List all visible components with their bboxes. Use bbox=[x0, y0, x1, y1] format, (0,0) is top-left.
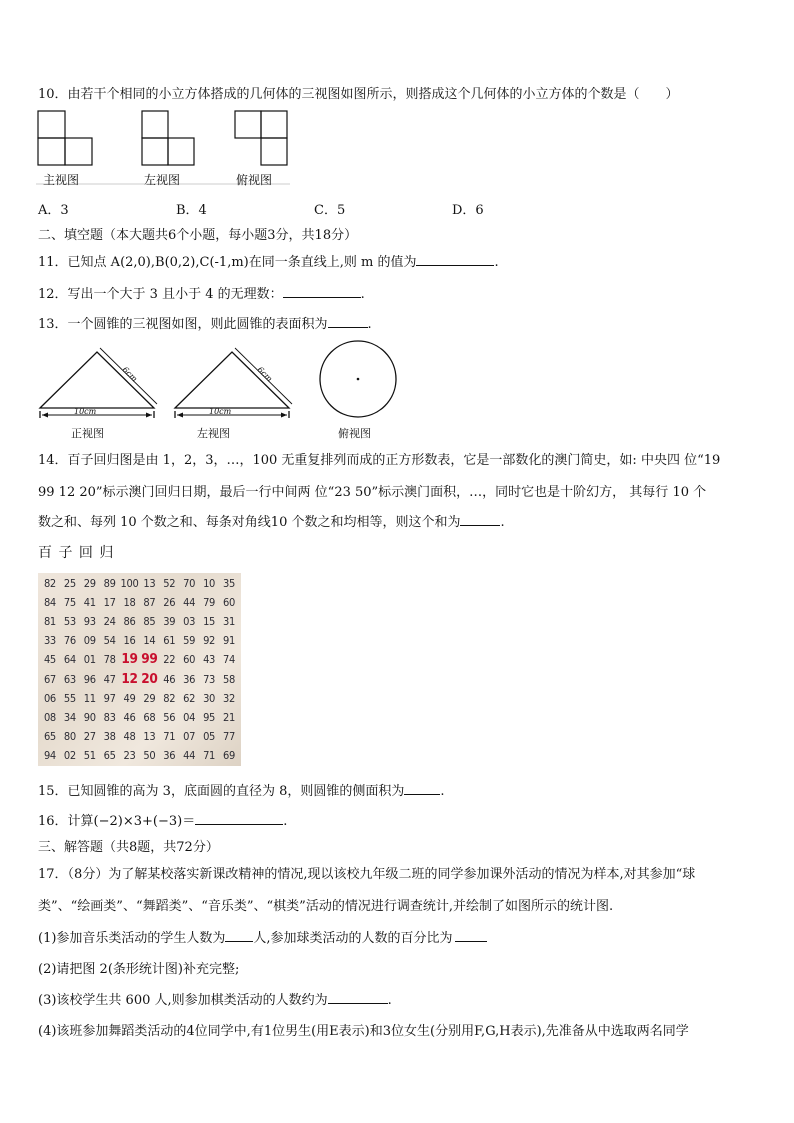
left-base-label: 10cm bbox=[209, 407, 232, 416]
magic-square-cell: 84 bbox=[43, 596, 56, 610]
q13-cone-views bbox=[36, 340, 416, 422]
q11-period: . bbox=[494, 255, 499, 270]
magic-square-cell: 64 bbox=[63, 653, 76, 667]
magic-square-cell: 07 bbox=[183, 729, 196, 743]
magic-square-cell: 13 bbox=[143, 577, 156, 591]
magic-square-cell: 13 bbox=[143, 729, 156, 743]
magic-square-cell: 25 bbox=[63, 577, 76, 591]
magic-square-cell: 79 bbox=[203, 596, 216, 610]
top-view-caption: 俯视图 bbox=[236, 173, 273, 187]
magic-square-cell: 03 bbox=[183, 615, 196, 629]
q12-period: . bbox=[360, 287, 365, 302]
q10-text: 10．由若干个相同的小立方体搭成的几何体的三视图如图所示，则搭成这个几何体的小立方体的个数是（ ） bbox=[38, 87, 679, 102]
magic-square-cell: 48 bbox=[123, 729, 136, 743]
magic-square-cell: 87 bbox=[143, 596, 156, 610]
front-base-label: 10cm bbox=[74, 407, 97, 416]
magic-square-cell: 14 bbox=[143, 634, 156, 648]
magic-square-cell: 58 bbox=[222, 672, 235, 686]
magic-square-cell: 61 bbox=[163, 634, 176, 648]
section-2-heading: 二、填空题（本大题共6个小题，每小题3分，共18分） bbox=[38, 228, 358, 243]
magic-square-cell: 53 bbox=[63, 615, 76, 629]
magic-square-cell: 15 bbox=[203, 615, 216, 629]
magic-square-cell: 20 bbox=[141, 670, 158, 687]
magic-square-cell: 56 bbox=[163, 710, 176, 724]
magic-square-cell: 43 bbox=[203, 653, 216, 667]
magic-square-cell: 47 bbox=[103, 672, 116, 686]
q14-period: . bbox=[500, 515, 505, 530]
top-view-figure bbox=[235, 111, 287, 165]
magic-square-row bbox=[40, 612, 239, 631]
section-3-heading: 三、解答题（共8题，共72分） bbox=[38, 840, 219, 855]
magic-square-cell: 75 bbox=[63, 596, 76, 610]
magic-square-cell: 51 bbox=[83, 748, 96, 762]
magic-square-row bbox=[40, 593, 239, 612]
magic-square-cell: 38 bbox=[103, 729, 116, 743]
q15-answer-blank bbox=[404, 782, 440, 795]
magic-square-cell: 65 bbox=[103, 748, 116, 762]
magic-square-cell: 71 bbox=[203, 748, 216, 762]
magic-square-cell: 30 bbox=[203, 691, 216, 705]
magic-square-cell: 69 bbox=[222, 748, 235, 762]
q13-text: 13．一个圆锥的三视图如图，则此圆锥的表面积为 bbox=[38, 317, 328, 332]
magic-square-row bbox=[40, 727, 239, 746]
magic-square-cell: 100 bbox=[120, 577, 139, 591]
magic-square-cell: 50 bbox=[143, 748, 156, 762]
magic-square-cell: 09 bbox=[83, 634, 96, 648]
magic-square-cell: 95 bbox=[203, 710, 216, 724]
magic-square-cell: 62 bbox=[183, 691, 196, 705]
q14-line-2: 99 12 20”标示澳门回归日期，最后一行中间两 位“23 50”标示澳门面积，…，同时它也是十阶幻方， 其每行 10 个 bbox=[38, 485, 707, 500]
q17-line-1: 17．（8分）为了解某校落实新课改精神的情况,现以该校九年级二班的同学参加课外活动的情况为样本,对其参加“球 bbox=[38, 867, 696, 882]
magic-square-cell: 23 bbox=[123, 748, 136, 762]
magic-square-cell: 01 bbox=[83, 653, 96, 667]
magic-square-cell: 31 bbox=[222, 615, 235, 629]
magic-square-cell: 74 bbox=[222, 653, 235, 667]
q12-answer-blank bbox=[283, 285, 361, 298]
magic-square-row bbox=[40, 631, 239, 650]
magic-square-cell: 29 bbox=[143, 691, 156, 705]
q12-text: 12．写出一个大于 3 且小于 4 的无理数： bbox=[38, 287, 283, 302]
magic-square-row bbox=[40, 746, 239, 765]
magic-square-cell: 92 bbox=[203, 634, 216, 648]
magic-square-cell: 91 bbox=[222, 634, 235, 648]
magic-square-cell: 76 bbox=[63, 634, 76, 648]
magic-square-photo bbox=[38, 573, 241, 766]
q16 bbox=[38, 810, 287, 829]
magic-square-cell: 97 bbox=[103, 691, 116, 705]
magic-square-cell: 99 bbox=[141, 651, 158, 668]
magic-square-cell: 35 bbox=[222, 577, 235, 591]
q13-period: . bbox=[367, 317, 372, 332]
q15-period: . bbox=[440, 784, 445, 799]
magic-square-cell: 18 bbox=[123, 596, 136, 610]
q13-answer-blank bbox=[328, 315, 368, 328]
q17-part-4: (4)该班参加舞蹈类活动的4位同学中,有1位男生(用E表示)和3位女生(分别用F,G,H表示),先准备从中选取两名同学 bbox=[38, 1024, 689, 1039]
magic-square-cell: 60 bbox=[222, 596, 235, 610]
magic-square-cell: 73 bbox=[203, 672, 216, 686]
magic-square-cell: 52 bbox=[163, 577, 176, 591]
magic-square-cell: 67 bbox=[43, 672, 56, 686]
magic-square-cell: 21 bbox=[222, 710, 235, 724]
magic-square-cell: 44 bbox=[183, 596, 196, 610]
cone-front-view bbox=[40, 348, 157, 418]
q17-part-2: (2)请把图 2(条形统计图)补充完整; bbox=[38, 962, 240, 977]
magic-square-cell: 41 bbox=[83, 596, 96, 610]
q13 bbox=[38, 313, 372, 332]
cone-front-caption: 正视图 bbox=[71, 427, 104, 440]
magic-square-cell: 85 bbox=[143, 615, 156, 629]
magic-square-cell: 86 bbox=[123, 615, 136, 629]
front-view-figure bbox=[38, 111, 92, 165]
magic-square-cell: 63 bbox=[63, 672, 76, 686]
magic-square-cell: 02 bbox=[63, 748, 76, 762]
magic-square-cell: 11 bbox=[83, 691, 96, 705]
magic-square-cell: 29 bbox=[83, 577, 96, 591]
magic-square-heading: 百 子 回 归 bbox=[38, 545, 115, 561]
magic-square-cell: 34 bbox=[63, 710, 76, 724]
magic-square-cell: 22 bbox=[163, 653, 176, 667]
magic-square-cell: 59 bbox=[183, 634, 196, 648]
option-c: C．5 bbox=[314, 203, 346, 218]
magic-square-cell: 36 bbox=[183, 672, 196, 686]
magic-square-cell: 16 bbox=[123, 634, 136, 648]
magic-square-row bbox=[40, 708, 239, 727]
q17-part-1-text-a: (1)参加音乐类活动的学生人数为 bbox=[38, 931, 226, 946]
magic-square-cell: 12 bbox=[121, 670, 138, 687]
q17-part-3-text: (3)该校学生共 600 人,则参加棋类活动的人数约为 bbox=[38, 993, 328, 1008]
q11-text: 11．已知点 A(2,0),B(0,2),C(-1,m)在同一条直线上,则 m 的值为 bbox=[38, 255, 417, 270]
cone-left-view bbox=[175, 348, 292, 418]
magic-square-cell: 78 bbox=[103, 653, 116, 667]
magic-square-cell: 96 bbox=[83, 672, 96, 686]
magic-square-cell: 45 bbox=[43, 653, 56, 667]
magic-square-cell: 17 bbox=[103, 596, 116, 610]
q17-part-1-blank-1 bbox=[225, 929, 253, 942]
cone-top-view-center bbox=[357, 378, 360, 381]
option-b: B．4 bbox=[176, 203, 207, 218]
magic-square-cell: 90 bbox=[83, 710, 96, 724]
magic-square-cell: 60 bbox=[183, 653, 196, 667]
magic-square-cell: 06 bbox=[43, 691, 56, 705]
q14-line-3 bbox=[38, 511, 505, 530]
q14-line-3-text: 数之和、每列 10 个数之和、每条对角线10 个数之和均相等，则这个和为 bbox=[38, 515, 461, 530]
magic-square-cell: 46 bbox=[123, 710, 136, 724]
q15-text: 15．已知圆锥的高为 3，底面圆的直径为 8，则圆锥的侧面积为 bbox=[38, 784, 405, 799]
magic-square-cell: 70 bbox=[183, 577, 196, 591]
magic-square-row bbox=[40, 650, 239, 669]
magic-square-cell: 68 bbox=[143, 710, 156, 724]
q14-line-1: 14．百子回归图是由 1，2，3，…，100 无重复排列而成的正方形数表，它是一部数化的澳门简史，如: 中央四 位“19 bbox=[38, 453, 721, 468]
cone-top-caption: 俯视图 bbox=[338, 427, 371, 440]
magic-square-cell: 04 bbox=[183, 710, 196, 724]
magic-square-cell: 19 bbox=[121, 651, 138, 668]
q11-answer-blank bbox=[416, 253, 494, 266]
magic-square-cell: 27 bbox=[83, 729, 96, 743]
left-slant-label: 6cm bbox=[255, 365, 275, 384]
q11 bbox=[38, 251, 499, 270]
magic-square-cell: 54 bbox=[103, 634, 116, 648]
magic-square-cell: 83 bbox=[103, 710, 116, 724]
q12 bbox=[38, 283, 365, 302]
magic-square-row bbox=[40, 574, 239, 593]
left-view-figure bbox=[142, 111, 194, 165]
q14-answer-blank bbox=[460, 513, 500, 526]
magic-square-cell: 39 bbox=[163, 615, 176, 629]
magic-square-cell: 26 bbox=[163, 596, 176, 610]
magic-square-row bbox=[40, 689, 239, 708]
cone-left-caption: 左视图 bbox=[197, 427, 230, 440]
magic-square-cell: 93 bbox=[83, 615, 96, 629]
magic-square-grid bbox=[40, 574, 239, 765]
magic-square-cell: 89 bbox=[103, 577, 116, 591]
front-view-caption: 主视图 bbox=[43, 173, 80, 187]
q17-line-2: 类”、“绘画类”、“舞蹈类”、“音乐类”、“棋类”活动的情况进行调查统计,并绘制了如图所示的统计图. bbox=[38, 899, 614, 914]
magic-square-cell: 82 bbox=[163, 691, 176, 705]
magic-square-cell: 24 bbox=[103, 615, 116, 629]
magic-square-cell: 49 bbox=[123, 691, 136, 705]
option-d: D．6 bbox=[452, 203, 484, 218]
magic-square-cell: 36 bbox=[163, 748, 176, 762]
q17-part-3 bbox=[38, 989, 392, 1008]
magic-square-cell: 55 bbox=[63, 691, 76, 705]
magic-square-row bbox=[40, 669, 239, 688]
q16-period: . bbox=[283, 814, 288, 829]
q17-part-1-text-b: 人,参加球类活动的人数的百分比为 bbox=[253, 931, 453, 946]
magic-square-cell: 46 bbox=[163, 672, 176, 686]
magic-square-cell: 10 bbox=[203, 577, 216, 591]
magic-square-cell: 80 bbox=[63, 729, 76, 743]
q15 bbox=[38, 780, 445, 799]
magic-square-cell: 94 bbox=[43, 748, 56, 762]
left-view-caption: 左视图 bbox=[144, 173, 181, 187]
option-a: A．3 bbox=[38, 203, 69, 218]
q16-text: 16．计算(−2)×3+(−3)＝ bbox=[38, 814, 196, 829]
magic-square-cell: 81 bbox=[43, 615, 56, 629]
q17-part-3-blank bbox=[328, 991, 388, 1004]
magic-square-cell: 32 bbox=[222, 691, 235, 705]
magic-square-cell: 77 bbox=[222, 729, 235, 743]
q17-part-3-period: . bbox=[387, 993, 392, 1008]
q16-answer-blank bbox=[195, 812, 283, 825]
magic-square-cell: 82 bbox=[43, 577, 56, 591]
q17-part-1 bbox=[38, 927, 487, 946]
magic-square-cell: 44 bbox=[183, 748, 196, 762]
magic-square-cell: 33 bbox=[43, 634, 56, 648]
q17-part-1-blank-2 bbox=[455, 929, 487, 942]
magic-square-cell: 08 bbox=[43, 710, 56, 724]
magic-square-cell: 05 bbox=[203, 729, 216, 743]
magic-square-cell: 65 bbox=[43, 729, 56, 743]
magic-square-cell: 71 bbox=[163, 729, 176, 743]
front-slant-label: 6cm bbox=[120, 365, 140, 384]
